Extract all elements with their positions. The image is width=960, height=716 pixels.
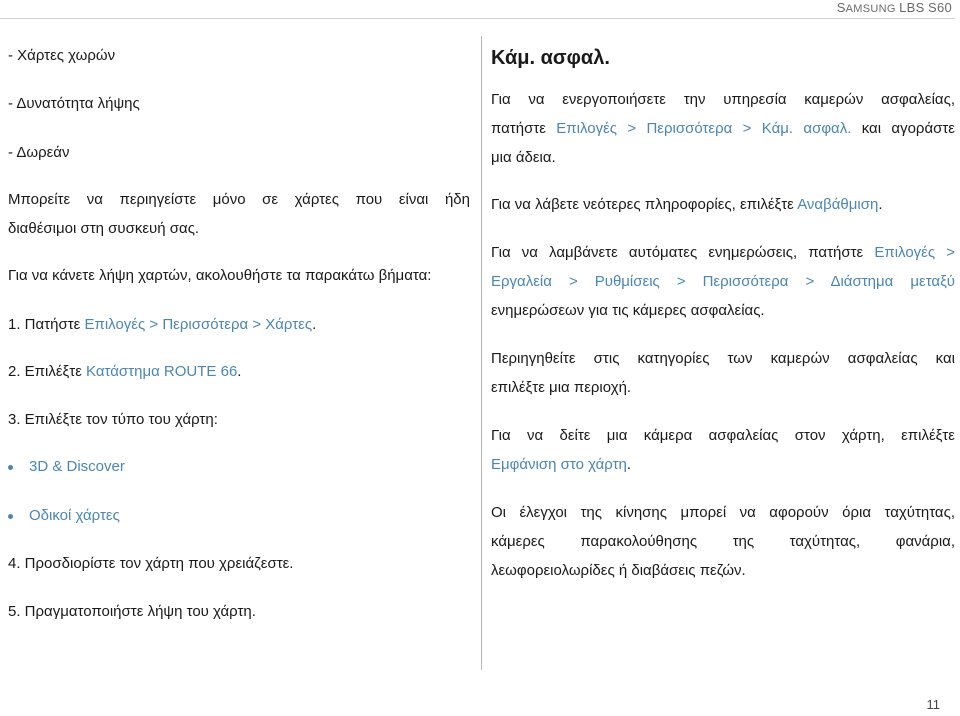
step-2: 2. Επιλέξτε Κατάστημα ROUTE 66. [8, 363, 242, 380]
bullet-3d-discover[interactable]: 3D & Discover [29, 458, 125, 475]
route66-store-link[interactable]: Κατάστημα ROUTE 66 [86, 363, 238, 380]
column-divider [481, 36, 482, 670]
p2: Για να λάβετε νεότερες πληροφορίες, επιλέξτε Αναβάθμιση. [491, 196, 883, 213]
p6-line3: λεωφορειολωρίδες ή διαβάσεις πεζών. [491, 562, 746, 579]
step-5: 5. Πραγματοποιήστε λήψη του χάρτη. [8, 603, 256, 620]
p6-line1: Οι έλεγχοι της κίνησης μπορεί να αφορούν όρια ταχύτητας, [491, 504, 955, 521]
safety-cam-menu-link[interactable]: Επιλογές > Περισσότερα > Κάμ. ασφαλ. [556, 120, 852, 137]
step-1: 1. Πατήστε Επιλογές > Περισσότερα > Χάρτες. [8, 316, 317, 333]
header-rule [0, 18, 955, 19]
bullet-dot-icon [8, 514, 13, 519]
p1-line1: Για να ενεργοποιήσετε την υπηρεσία καμερών ασφαλείας, [491, 91, 955, 108]
section-heading: Κάμ. ασφαλ. [491, 47, 610, 69]
show-on-map-link[interactable]: Εμφάνιση στο χάρτη [491, 456, 627, 473]
p5-line1: Για να δείτε μια κάμερα ασφαλείας στον χάρτη, επιλέξτε [491, 427, 955, 444]
para2: Για να κάνετε λήψη χαρτών, ακολουθήστε τα παρακάτω βήματα: [8, 267, 432, 284]
bullet-road-maps[interactable]: Οδικοί χάρτες [29, 507, 120, 524]
update-interval-menu-link[interactable]: Εργαλεία > Ρυθμίσεις > Περισσότερα > Διάστημα μεταξύ [491, 273, 955, 290]
dash-item-download: - Δυνατότητα λήψης [8, 95, 140, 112]
bullet-item [8, 506, 308, 526]
dash-item-free: - Δωρεάν [8, 144, 70, 161]
p4-line2: επιλέξτε μια περιοχή. [491, 379, 632, 396]
p4-line1: Περιηγηθείτε στις κατηγορίες των καμερών ασφαλείας και [491, 350, 955, 367]
dash-item-country-maps: - Χάρτες χωρών [8, 47, 116, 64]
para1-line2: διαθέσιμοι στη συσκευή σας. [8, 220, 200, 237]
page-number: 11 [926, 697, 940, 712]
bullet-item [8, 457, 308, 477]
brand-header: SAMSUNG LBS S60 [836, 0, 952, 15]
menu-path-link[interactable]: Επιλογές > Περισσότερα > Χάρτες [84, 316, 313, 333]
bullet-dot-icon [8, 465, 13, 470]
p3-line3: ενημερώσεων για τις κάμερες ασφαλείας. [491, 302, 765, 319]
p6-line2: κάμερες παρακολούθησης της ταχύτητας, φανάρια, [491, 533, 955, 550]
upgrade-link[interactable]: Αναβάθμιση [797, 196, 879, 213]
p3-line1: Για να λαμβάνετε αυτόματες ενημερώσεις, πατήστε Επιλογές > [491, 244, 955, 261]
options-link[interactable]: Επιλογές > [874, 244, 955, 261]
p1-line3: μια άδεια. [491, 149, 556, 166]
p5-line2: Εμφάνιση στο χάρτη. [491, 456, 632, 473]
step-4: 4. Προσδιορίστε τον χάρτη που χρειάζεστε. [8, 555, 294, 572]
p1-line2: πατήστε Επιλογές > Περισσότερα > Κάμ. ασφαλ. και αγοράστε [491, 120, 955, 137]
step-3: 3. Επιλέξτε τον τύπο του χάρτη: [8, 411, 218, 428]
para1-line1: Μπορείτε να περιηγείστε μόνο σε χάρτες που είναι ήδη [8, 191, 470, 208]
